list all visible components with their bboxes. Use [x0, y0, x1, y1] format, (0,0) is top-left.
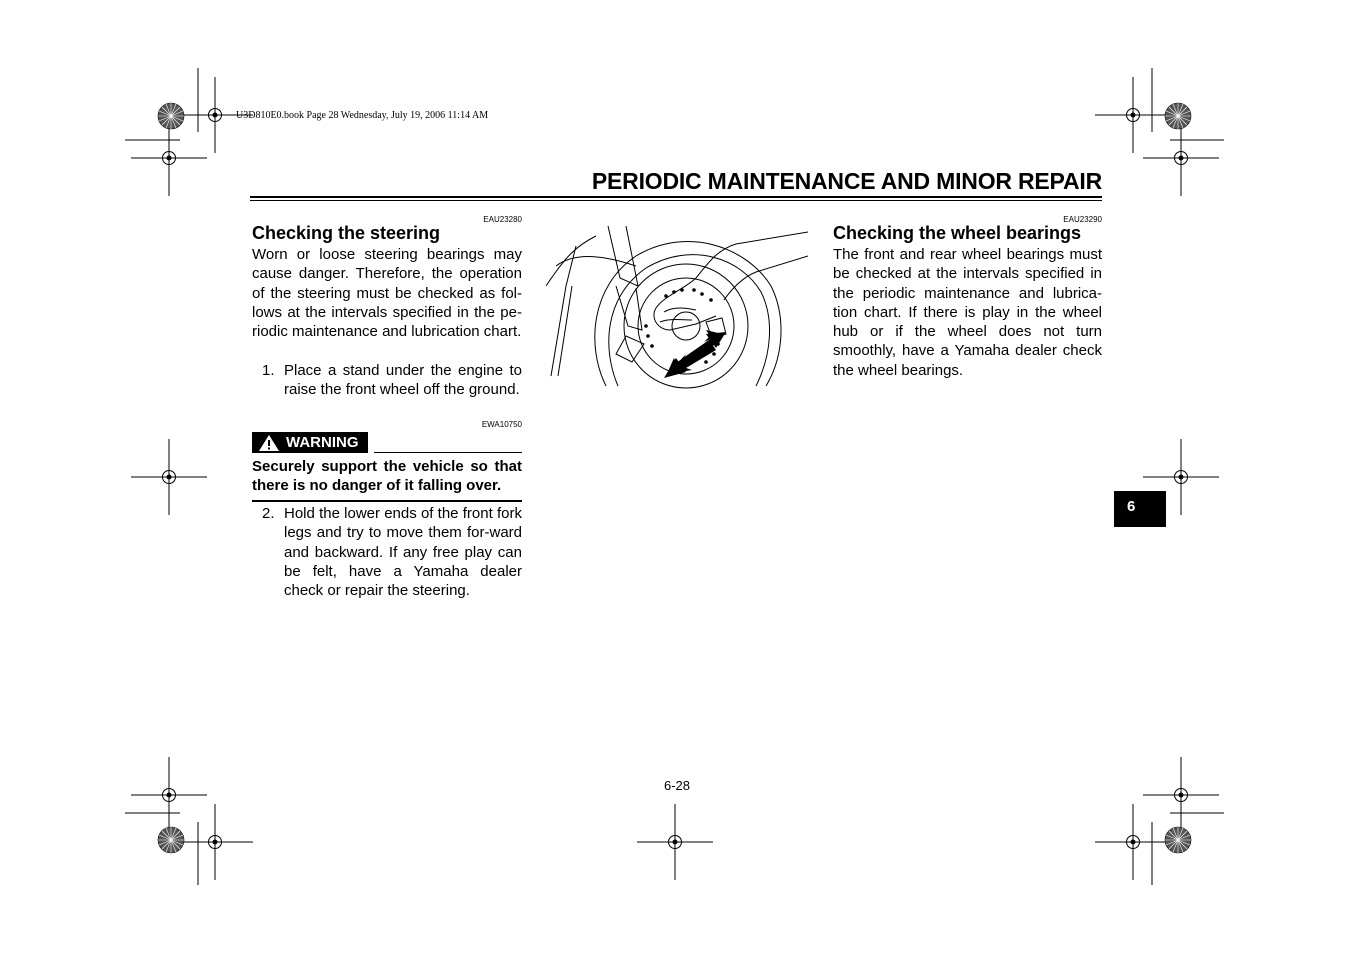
- section-title-wheel-bearings: Checking the wheel bearings: [833, 223, 1082, 243]
- front-wheel-illustration: [546, 226, 808, 392]
- wheel-bearings-text: The front and rear wheel bearings must be checked at the intervals specified in the periodic maintenance and lubrica-tion chart. If there is play in the wheel hub or if the wheel does not turn smoothly, have a Yamaha dealer check the wheel bearings.: [833, 246, 1102, 379]
- warning-bottom-rule: [252, 500, 522, 502]
- list-text: Place a stand under the engine to raise the front wheel off the ground.: [284, 362, 522, 399]
- list-text: Hold the lower ends of the front fork legs and try to move them for-ward and backward. If any free play can be felt, have a Yamaha dealer check or repair the steering.: [284, 505, 522, 600]
- list-number: 2.: [262, 505, 275, 522]
- book-info-line: U3D810E0.book Page 28 Wednesday, July 19, 2006 11:14 AM: [236, 110, 489, 121]
- warning-code: EWA10750: [481, 420, 522, 429]
- section-title-steering: Checking the steering: [252, 223, 441, 243]
- warning-rule: [374, 452, 522, 453]
- warning-text: Securely support the vehicle so that there is no danger of it falling over.: [252, 458, 522, 495]
- warning-label: WARNING: [286, 434, 359, 451]
- section-code: EAU23280: [483, 215, 522, 224]
- warning-badge: [252, 432, 368, 453]
- list-item: [252, 361, 522, 421]
- page-number: 6-28: [663, 778, 691, 793]
- chapter-tab-number: 6: [1127, 498, 1136, 515]
- chapter-title: PERIODIC MAINTENANCE AND MINOR REPAIR: [591, 168, 1102, 194]
- list-number: 1.: [262, 362, 275, 379]
- warning-triangle-icon: [258, 434, 280, 452]
- section-code: EAU23290: [1063, 215, 1102, 224]
- steering-intro: Worn or loose steering bearings may cause danger. Therefore, the operation of the steering must be checked as fol-lows at the intervals specified in the pe-riodic maintenance and lubrication chart.: [252, 246, 522, 341]
- title-rule: [250, 200, 1102, 201]
- list-item: [252, 504, 522, 604]
- chapter-tab: [1114, 491, 1166, 527]
- title-rule: [250, 196, 1102, 198]
